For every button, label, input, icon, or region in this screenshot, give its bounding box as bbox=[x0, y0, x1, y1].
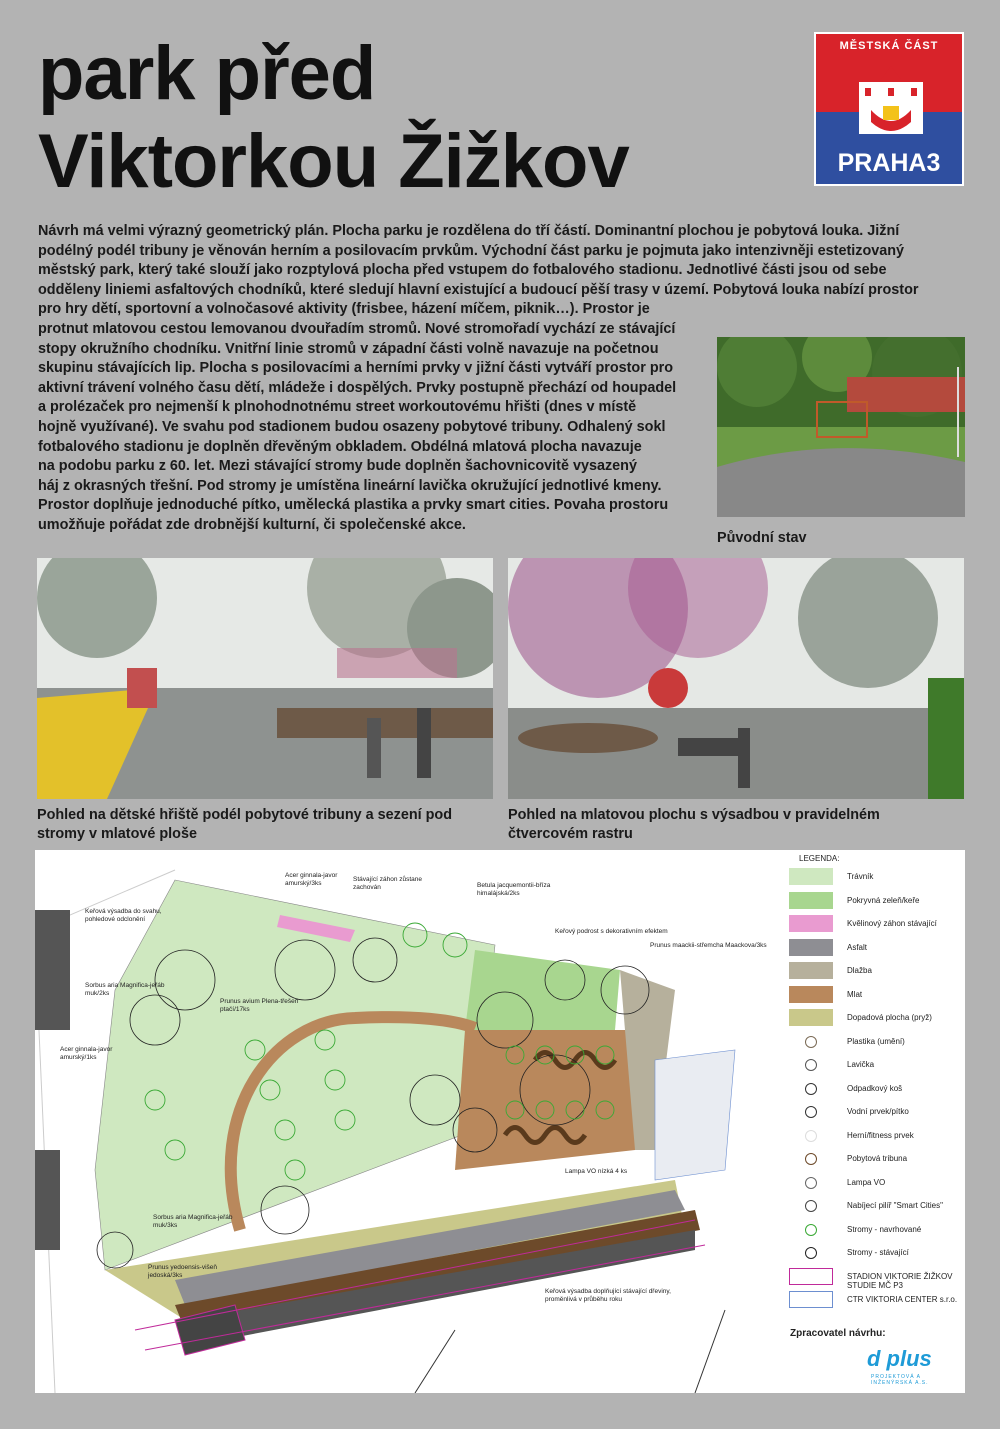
author-label: Zpracovatel návrhu: bbox=[790, 1328, 886, 1339]
intro-line: skupinu stávajících lip. Plocha s posilovacími a herními prvky v jižní části vytváří prostor pro bbox=[38, 360, 674, 377]
legend-label: Lavička bbox=[847, 1060, 875, 1069]
legend-item bbox=[789, 1150, 965, 1168]
legend bbox=[783, 850, 965, 1393]
legend-symbol bbox=[805, 1036, 817, 1048]
intro-line: hojně využívané). Ve svahu pod stadionem budou osazeny pobytové tribuny. Odhalený sokl bbox=[38, 418, 666, 435]
legend-label: Stromy - navrhované bbox=[847, 1224, 922, 1234]
site-plan bbox=[35, 850, 965, 1393]
legend-label: Mlat bbox=[847, 989, 863, 999]
plaza-render-caption: Pohled na mlatovou plochu s výsadbou v pravidelném čtvercovém rastru bbox=[508, 807, 880, 842]
legend-label: CTR VIKTORIA CENTER s.r.o. bbox=[847, 1295, 958, 1304]
logo-name: PRAHA3 bbox=[837, 149, 941, 177]
legend-label: Pobytová tribuna bbox=[847, 1154, 908, 1163]
legend-swatch bbox=[789, 1033, 833, 1050]
legend-swatch bbox=[789, 868, 833, 885]
legend-swatch bbox=[789, 1056, 833, 1073]
legend-label: Kvělinový záhon stávající bbox=[847, 919, 937, 928]
legend-label: Dlažba bbox=[847, 966, 872, 975]
plan-note: Betula jacquemontii-bříza himalájská/2ks bbox=[477, 882, 551, 897]
intro-line: háj z okrasných třešní. Pod stromy je umístěna lineární lavička okružující jednotlivé kmeny. bbox=[38, 477, 662, 494]
legend-swatch bbox=[789, 962, 833, 979]
legend-label: Vodní prvek/pítko bbox=[847, 1107, 909, 1116]
legend-item bbox=[789, 1174, 965, 1192]
legend-label: Odpadkový koš bbox=[847, 1083, 903, 1093]
intro-line: pro hry dětí, sportovní a volnočasové aktivity (frisbee, házení míčem, piknik…). Prostor je bbox=[38, 301, 650, 318]
playground-render bbox=[37, 558, 493, 799]
page-title bbox=[38, 30, 629, 206]
legend-label: Trávník bbox=[847, 872, 874, 881]
legend-swatch bbox=[789, 1221, 833, 1238]
plan-note: Sorbus aria Magnifica-jeřáb muk/3ks bbox=[153, 1214, 233, 1229]
legend-item bbox=[789, 1221, 965, 1239]
legend-item bbox=[789, 1103, 965, 1121]
legend-symbol bbox=[805, 1153, 817, 1165]
legend-item bbox=[789, 1056, 965, 1074]
title-line-2: Viktorkou Žižkov bbox=[38, 119, 629, 204]
intro-line: odděleny liniemi asfaltových chodníků, které sledují hlavní existující a budoucí pěší trasy v území. Pobytová louka nabízí prostor bbox=[38, 281, 919, 298]
legend-item bbox=[789, 1291, 965, 1309]
intro-line: fotbalového stadionu je doplněn dřevěným obkladem. Obdélná mlatová plocha navazuje bbox=[38, 438, 642, 455]
intro-line: aktivní trávení volného času dětí, mládeže i dospělých. Prvky postupně přechází od houpadel bbox=[38, 379, 677, 396]
plan-note: Keřová výsadba do svahu, pohledové odclonění bbox=[85, 908, 162, 923]
legend-label: Asfalt bbox=[847, 942, 868, 952]
legend-item bbox=[789, 1009, 965, 1027]
plaza-render bbox=[508, 558, 964, 799]
plan-note: Prunus maackii-střemcha Maackova/3ks bbox=[650, 942, 767, 949]
intro-line: Prostor doplňuje jednoduché pítko, umělecká plastika a prvky smart cities. Povaha prostoru bbox=[38, 497, 669, 514]
legend-item bbox=[789, 892, 965, 910]
legend-item bbox=[789, 1197, 965, 1215]
legend-swatch bbox=[789, 1127, 833, 1144]
legend-symbol bbox=[805, 1106, 817, 1118]
legend-symbol bbox=[805, 1083, 817, 1095]
legend-item bbox=[789, 915, 965, 933]
legend-symbol bbox=[805, 1247, 817, 1259]
plan-note: Acer ginnala-javor amurský/3ks bbox=[285, 872, 338, 887]
intro-line: umožňuje pořádat zde drobnější kulturní, či společenské akce. bbox=[38, 516, 466, 533]
legend-item bbox=[789, 1244, 965, 1262]
legend-heading: LEGENDA: bbox=[799, 854, 840, 863]
playground-render-caption: Pohled na dětské hřiště podél pobytové tribuny a sezení pod stromy v mlatové ploše bbox=[37, 807, 453, 842]
legend-symbol bbox=[805, 1130, 817, 1142]
legend-item bbox=[789, 1080, 965, 1098]
title-line-1: park před bbox=[38, 31, 376, 116]
legend-symbol bbox=[805, 1177, 817, 1189]
logo-top-text: MĚSTSKÁ ČÁST bbox=[839, 40, 939, 52]
plan-note: Acer ginnala-javor amurský/1ks bbox=[60, 1046, 113, 1061]
plan-note: Sorbus aria Magnifica-jeřáb muk/2ks bbox=[85, 982, 165, 997]
plan-note: Prunus avium Plena-třešeň ptačí/17ks bbox=[220, 998, 299, 1013]
legend-symbol bbox=[805, 1200, 817, 1212]
intro-line: Návrh má velmi výrazný geometrický plán. Plocha parku je rozdělena do tří částí. Dominantní plochou je pobytová louka. Jižní bbox=[38, 223, 900, 239]
dplus-tagline: PROJEKTOVÁ A INŽENÝRSKÁ A.S. bbox=[871, 1374, 929, 1386]
legend-swatch bbox=[789, 1291, 833, 1308]
legend-label: Pokryvná zeleň/keře bbox=[847, 895, 920, 905]
legend-item bbox=[789, 1268, 965, 1290]
legend-label: Nabíjecí pilíř "Smart Cities" bbox=[847, 1201, 943, 1210]
legend-item bbox=[789, 939, 965, 957]
legend-symbol bbox=[805, 1224, 817, 1236]
legend-item bbox=[789, 986, 965, 1004]
legend-swatch bbox=[789, 1268, 833, 1285]
intro-line: protnut mlatovou cestou lemovanou dvouřadím stromů. Nové stromořadí vychází ze stávající bbox=[38, 320, 676, 337]
legend-swatch bbox=[789, 1103, 833, 1120]
original-state-caption: Původní stav bbox=[717, 530, 807, 546]
legend-label: STADION VIKTORIE ŽIŽKOV STUDIE MČ P3 bbox=[847, 1271, 953, 1290]
legend-label: Dopadová plocha (pryž) bbox=[847, 1013, 932, 1022]
plan-note: Keřová výsadba doplňující stávající dřeviny, proměnlivá v průběhu roku bbox=[545, 1288, 671, 1303]
intro-line: a prolézaček pro nejmenší k plnohodnotnému street workoutovému hřišti (dnes v místě bbox=[38, 399, 637, 416]
dplus-logo: d plus bbox=[867, 1346, 932, 1371]
plan-note: Keřový podrost s dekorativním efektem bbox=[555, 928, 668, 935]
intro-line: podélný podél tribuny je věnován herním a posilovacím prvkům. Východní část parku je pojmuta jako intenzivněji estetizovaný bbox=[38, 242, 905, 259]
intro-line: městský park, který také slouží jako rozptylová plocha před vstupem do fotbalového stadionu. Jednotlivé části jsou od sebe bbox=[38, 262, 887, 279]
legend-label: Herní/fitness prvek bbox=[847, 1130, 914, 1140]
plan-note: Lampa VO nízká 4 ks bbox=[565, 1168, 628, 1175]
legend-swatch bbox=[789, 892, 833, 909]
legend-swatch bbox=[789, 939, 833, 956]
legend-label: Plastika (umění) bbox=[847, 1036, 905, 1046]
intro-line: stopy okružního chodníku. Vnitřní linie stromů v západní části volně navazuje na početnou bbox=[38, 340, 659, 357]
legend-swatch bbox=[789, 1009, 833, 1026]
legend-label: Stromy - stávající bbox=[847, 1248, 909, 1257]
coat-of-arms-icon bbox=[851, 62, 931, 142]
legend-item bbox=[789, 1033, 965, 1051]
legend-label: Lampa VO bbox=[847, 1177, 886, 1187]
praha3-logo bbox=[814, 32, 964, 186]
intro-line: na podobu parku z 60. let. Mezi stávající stromy bude doplněn šachovnicovitě vysazený bbox=[38, 458, 637, 475]
plan-note: Stávající záhon zůstane zachován bbox=[353, 876, 423, 891]
legend-swatch bbox=[789, 1197, 833, 1214]
legend-item bbox=[789, 962, 965, 980]
legend-swatch bbox=[789, 1150, 833, 1167]
legend-swatch bbox=[789, 1244, 833, 1261]
plan-note: Prunus yedoensis-višeň jedoská/3ks bbox=[148, 1264, 218, 1279]
legend-item bbox=[789, 868, 965, 886]
original-state-photo bbox=[717, 337, 965, 517]
legend-item bbox=[789, 1127, 965, 1145]
legend-swatch bbox=[789, 986, 833, 1003]
legend-symbol bbox=[805, 1059, 817, 1071]
legend-swatch bbox=[789, 1174, 833, 1191]
legend-swatch bbox=[789, 1080, 833, 1097]
legend-swatch bbox=[789, 915, 833, 932]
